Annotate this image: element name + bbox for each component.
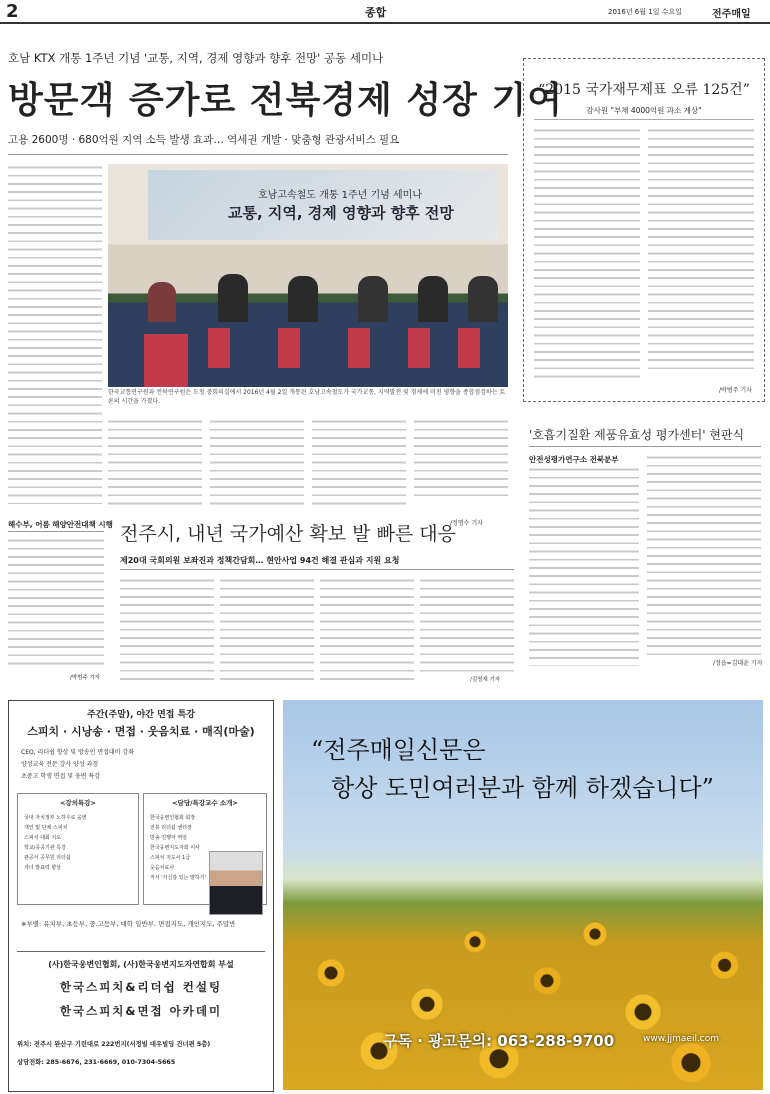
ad-col2-item: 한국웅변인협회 회장 [150, 815, 196, 821]
ad-phones: 상담전화: 285-6676, 231-6669, 010-7304-5665 [17, 1059, 176, 1066]
section-name: 종합 [365, 6, 387, 19]
ad-col2-item: 전북 리더쉽 센터장 [150, 825, 192, 831]
name-plate-1 [144, 334, 188, 387]
ad-bullet-1: CEO, 리더쉽 향상 및 방송인 면접대비 강좌 [21, 749, 134, 756]
paper-name: 전주매일 [712, 9, 751, 20]
ad-org-line: (사)한국웅변인협회, (사)한국웅변지도자연합회 부설 [48, 960, 234, 969]
center-mid-rule [120, 569, 514, 570]
photo-caption: 한국교통연구원과 전북연구원은 도청 중회의실에서 2016년 4월 2일 개통된 호남고속철도가 국가교통, 지역발전 및 경제에 미친 영향을 종합점검하는 토론의 시간을 가졌다. [108, 389, 506, 405]
left-mid-column [8, 537, 104, 669]
left-mid-byline: /박범주 기자 [70, 675, 101, 681]
promo-url[interactable]: www.jjmaeil.com [643, 1034, 720, 1044]
ad-subtitle: 스피치 · 시낭송 · 면접 · 웃음치료 · 매직(마술) [27, 725, 255, 738]
right-top-subhead: 감사원 "부채 4000억원 과소 계상" [586, 106, 702, 115]
ad-col2-title: <담당/특강교수 소개> [172, 799, 238, 807]
name-plate-3 [278, 328, 300, 368]
center-mid-column-4 [420, 577, 514, 673]
right-mid-rule [529, 446, 761, 447]
lead-column-1 [8, 164, 102, 504]
name-plate-6 [458, 328, 480, 368]
right-top-headline: “2015 국가재무제표 오류 125건” [538, 82, 750, 98]
right-mid-article [523, 420, 763, 670]
ad-col1-title: <강의특강> [59, 799, 96, 807]
center-mid-headline: 전주시, 내년 국가예산 확보 발 빠른 대응 [120, 523, 456, 545]
newspaper-promo-ad [283, 700, 763, 1090]
name-plate-2 [208, 328, 230, 368]
page-number: 2 [6, 1, 19, 22]
lead-rule [8, 154, 508, 155]
left-mid-article [0, 515, 113, 685]
right-top-article [523, 58, 765, 402]
ad-col1-item: 스피치 대회 지도 [24, 835, 61, 841]
panelist-1 [148, 282, 176, 322]
lead-column-2 [108, 418, 202, 506]
right-top-byline: /박범주 기자 [719, 387, 752, 394]
lead-kicker: 호남 KTX 개통 1주년 기념 '교통, 지역, 경제 영향과 향후 전망' 공동 세미나 [8, 51, 384, 65]
ad-divider [17, 951, 265, 952]
banner-line-1: 호남고속철도 개통 1주년 기념 세미나 [258, 190, 422, 201]
center-mid-column-3 [320, 577, 414, 681]
instructor-photo [209, 851, 263, 915]
panelist-5 [418, 276, 448, 322]
ad-col1-item: 자녀 발표력 향상 [24, 865, 61, 871]
lead-column-3 [210, 418, 304, 506]
lead-column-5 [414, 418, 508, 498]
promo-contact: 구독 · 광고문의: 063-288-9700 [383, 1032, 615, 1050]
ad-bullet-2: 양성교육 전문 강사 양성 과정 [21, 761, 99, 768]
panelist-2 [218, 274, 248, 322]
ad-col1-item: 개인 및 단체 스피치 [24, 825, 68, 831]
ad-col2-item: 웃음치료사 [150, 865, 175, 871]
speech-academy-ad [8, 700, 274, 1092]
ad-academy-1: 한국스피치&리더쉽 컨설팅 [59, 980, 223, 994]
center-mid-subhead: 제20대 국회의원 보좌진과 정책간담회… 현안사업 94건 해결 관심과 지원 요청 [120, 556, 400, 565]
ad-col2-item: 방송 진행자 역임 [150, 835, 187, 841]
panelist-6 [468, 276, 498, 322]
right-top-rule [534, 119, 754, 120]
ad-audience: ※부별: 유치부, 초등부, 중.고등부, 대학 일반부, 면접지도, 개인지도, 주말반 [21, 920, 236, 928]
lead-byline: /정명수 기자 [450, 520, 483, 527]
name-plate-5 [408, 328, 430, 368]
right-mid-column-2 [647, 454, 761, 656]
lead-column-4 [312, 418, 406, 506]
lead-subhead: 고용 2600명 · 680억원 지역 소득 발생 효과… 역세권 개발 · 맞춤형 관광서비스 필요 [8, 134, 400, 146]
ad-col1-item: 관공서 공무원 리더쉽 [24, 855, 71, 861]
ad-address: 위치: 전주시 완산구 기린대로 222번지(서정빌 대우빌딩 건너편 5층) [17, 1041, 211, 1048]
left-mid-rule [8, 531, 104, 532]
center-mid-column-1 [120, 577, 214, 681]
seminar-photo [108, 164, 508, 387]
page-header [0, 0, 770, 24]
ad-title: 주간(주말), 야간 면접 특강 [87, 710, 195, 720]
center-mid-byline: /김명재 기자 [470, 677, 501, 683]
panelist-4 [358, 276, 388, 322]
ad-academy-2: 한국스피치&면접 아카데미 [59, 1004, 223, 1018]
ad-col2-item: 저서 '자신감 있는 말하기' [150, 875, 206, 881]
ad-bullet-3: 초중고 학생 면접 및 웅변 특강 [21, 773, 101, 780]
panelist-3 [288, 276, 318, 322]
banner-line-2: 교통, 지역, 경제 영향과 향후 전망 [228, 204, 454, 222]
right-mid-column-1 [529, 466, 639, 666]
ad-col2-item: 스피치 지도사 1급 [150, 855, 191, 861]
right-top-column-2 [648, 127, 754, 375]
right-top-column-1 [534, 127, 640, 383]
name-plate-4 [348, 328, 370, 368]
left-mid-headline: 해수부, 어름 해양안전대책 시행 [8, 520, 113, 529]
promo-slogan-2: 항상 도민여러분과 함께 하겠습니다” [331, 774, 714, 802]
issue-date: 2016년 6월 1일 수요일 [608, 8, 682, 16]
ad-col2-item: 한국웅변지도자회 이사 [150, 845, 200, 851]
right-mid-byline: /정읍=김대윤 기자 [713, 660, 763, 667]
right-mid-headline: '호흡기질환 제품유효성 평가센터' 현판식 [529, 428, 745, 442]
ad-col1-item: 학교/공공기관 특강 [24, 845, 66, 851]
promo-slogan-1: “전주매일신문은 [311, 736, 486, 764]
ad-lecture-box [17, 793, 139, 905]
center-mid-column-2 [220, 577, 314, 681]
lead-headline: 방문객 증가로 전북경제 성장 기여 [8, 80, 563, 121]
ad-col1-item: 국내 자치정부 노하우로 웅변 [24, 815, 87, 821]
center-mid-article [110, 515, 518, 685]
right-mid-kicker: 안전성평가연구소 전북분부 [529, 455, 619, 464]
